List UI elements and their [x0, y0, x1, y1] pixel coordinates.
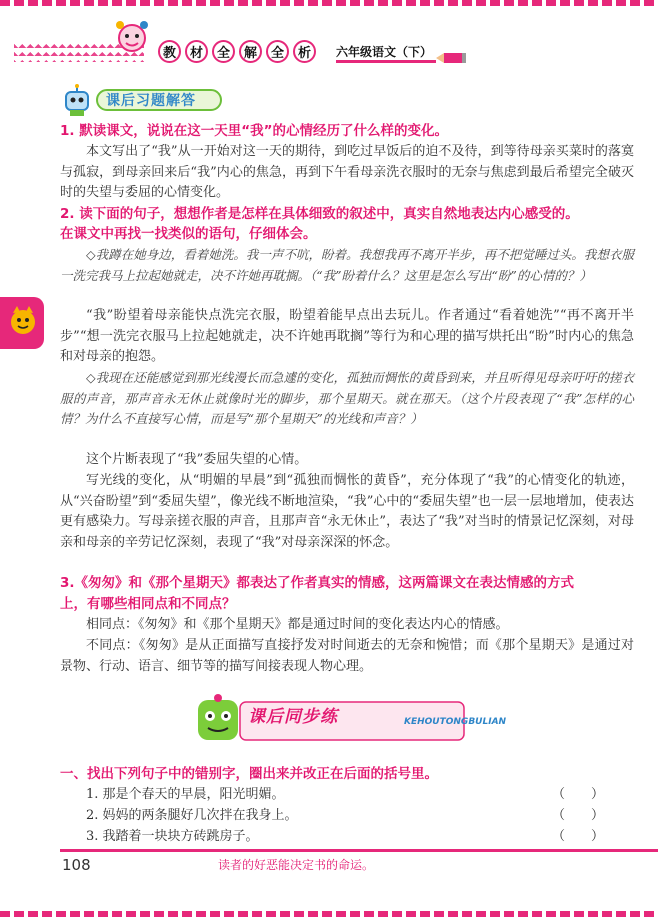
title-char: 全 [266, 40, 289, 63]
mascot-face-icon [8, 305, 38, 339]
question-3-line1: 3.《匆匆》和《那个星期天》都表达了作者真实的情感，这两篇课文在表达情感的方式 [60, 575, 575, 591]
sync-pinyin: KEHOUTONGBULIAN [404, 717, 507, 727]
title-char: 析 [293, 40, 316, 63]
grade-label: 六年级语文（下） [336, 45, 433, 59]
question-3-line2: 上，有哪些相同点和不同点？ [60, 596, 236, 612]
question-2-line1: 2. 读下面的句子，想想作者是怎样在具体细致的叙述中，真实自然地表达内心感受的。 [60, 206, 579, 222]
title-char: 教 [158, 40, 181, 63]
book-title [158, 40, 316, 63]
answer-2-2a: 这个片断表现了“我”委屈失望的心情。 [86, 452, 308, 467]
answer-3-diff: 不同点：《匆匆》是从正面描写直接抒发对时间逝去的无奈和惋惜；而《那个星期天》是通过对景物、行动、语言、细节等的描写间接表现人物心理。 [60, 638, 634, 674]
answer-3-same: 相同点：《匆匆》和《那个星期天》都是通过时间的变化表达内心的情感。 [86, 617, 509, 632]
bottom-decor-stripe [0, 911, 658, 917]
exercise-title: 一、找出下列句子中的错别字，圈出来并改正在后面的括号里。 [60, 766, 438, 782]
top-decor-stripe [0, 0, 658, 6]
quote-1: ◇我蹲在她身边，看着她洗。我一声不吭，盼着。我想我再不离开半步，再不把觉睡过头。我想衣服一洗完我马上拉起她就走，决不许她再耽搁。（“我”盼着什么？这里是怎么写出“盼”的心情的？） [60, 247, 634, 283]
answer-blank[interactable]: （ ） [552, 808, 605, 823]
exercise-item: 3. 我踏着一块块方砖跳房子。 [86, 829, 259, 844]
question-1: 1. 默读课文，说说在这一天里“我”的心情经历了什么样的变化。 [60, 123, 448, 139]
answer-2-2b: 写光线的变化，从“明媚的早晨”到“孤独而惆怅的黄昏”，充分体现了“我”的心情变化的轨迹，从“兴奋盼望”到“委屈失望”，像光线不断地渲染，“我”心中的“委屈失望”也一层一层地增加，使表达更有感染力。写母亲搓衣服的声音，且那声音“永无休止”，表达了“我”对当时的情景记忆深刻，对母亲和母亲的辛劳记忆深刻，表现了“我”对母亲深深的怀念。 [60, 473, 634, 550]
answer-2-1: “我”盼望着母亲能快点洗完衣服，盼望着能早点出去玩儿。作者通过“看着她洗”“再不离开半步”“想一洗完衣服马上拉起她就走，决不许她再耽搁”等行为和心理的描写烘托出“盼”时内心的焦急和对母亲的抱怨。 [60, 308, 634, 364]
answer-blank[interactable]: （ ） [552, 787, 605, 802]
title-char: 全 [212, 40, 235, 63]
footer-motto: 读者的好恶能决定书的命运。 [218, 858, 375, 872]
answer-blank[interactable]: （ ） [552, 829, 605, 844]
sync-title: 课后同步练 [248, 707, 338, 727]
title-char: 材 [185, 40, 208, 63]
robot-icon [60, 84, 94, 118]
page-number: 108 [62, 856, 91, 874]
quote-2: ◇我现在还能感觉到那光线漫长而急遽的变化，孤独而惆怅的黄昏到来，并且听得见母亲吁吁的搓衣服的声音，那声音永无休止就像时光的脚步，那个星期天。就在那天。（这个片段表现了“我”怎样的心情？为什么不直接写心情，而是写“那个星期天”的光线和声音？） [60, 370, 634, 426]
header-underline [336, 60, 436, 63]
title-char: 解 [239, 40, 262, 63]
question-2-line2: 在课文中再找一找类似的语句，仔细体会。 [60, 226, 317, 242]
exercise-item: 1. 那是个春天的早晨，阳光明媚。 [86, 787, 285, 802]
pencil-icon [436, 50, 466, 66]
footer-divider [60, 849, 658, 852]
section-title: 课后习题解答 [96, 89, 222, 111]
answer-1: 本文写出了“我”从一开始对这一天的期待，到吃过早饭后的迫不及待，到等待母亲买菜时的落寞与孤寂，到母亲回来后“我”内心的焦急，再到下午看母亲洗衣服时的无奈与焦虑到最后希望完全破灭时的失望与委屈的心情变化。 [60, 144, 634, 200]
exercise-item: 2. 妈妈的两条腿好几次拌在我身上。 [86, 808, 298, 823]
mascot-icon [110, 18, 154, 62]
